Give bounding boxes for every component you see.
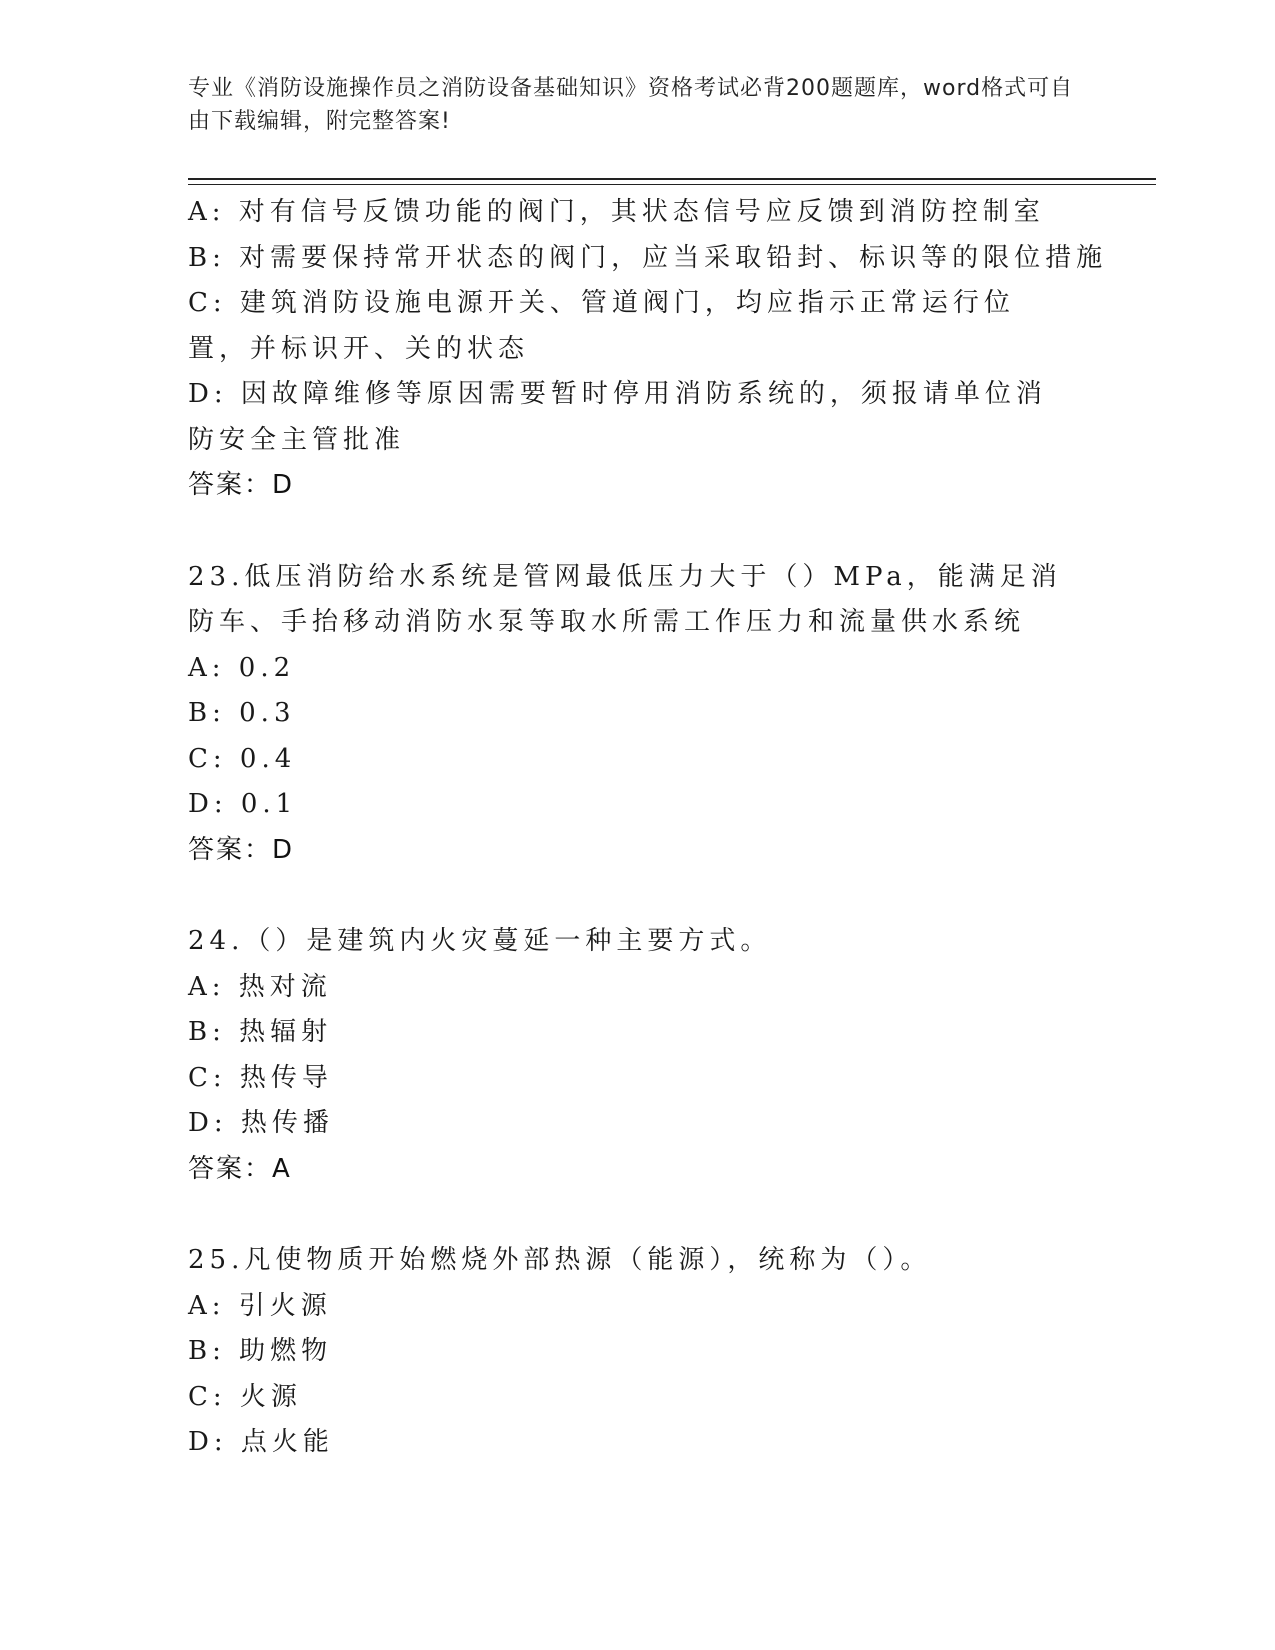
q25-option-c: C: 火源 [188, 1381, 302, 1412]
q23-option-d: D: 0.1 [188, 789, 298, 819]
spacer [188, 873, 1088, 919]
q24-option-d: D: 热传播 [188, 1108, 334, 1138]
q24-option-b: B: 热辐射 [188, 1017, 333, 1047]
q24-option-c: C: 热传导 [188, 1062, 333, 1093]
spacer [188, 1192, 1088, 1238]
q23-option-b: B: 0.3 [188, 698, 296, 728]
q25-option-d: D: 点火能 [188, 1427, 334, 1457]
q24-answer: 答案：A [188, 1153, 292, 1184]
q24-option-a: A: 热对流 [188, 971, 332, 1002]
q24-question: 24.（）是建筑内火灾蔓延一种主要方式。 [188, 926, 772, 956]
spacer [188, 509, 1088, 555]
header-rule-thick [188, 178, 1156, 180]
document-header: 专业《消防设施操作员之消防设备基础知识》资格考试必背200题题库，word格式可自由下载编辑，附完整答案! [188, 76, 1074, 134]
q22-answer: 答案：D [188, 470, 295, 500]
header-rule-thin [188, 184, 1156, 185]
question-content [188, 190, 1108, 1466]
q23-option-c: C: 0.4 [188, 743, 297, 774]
q23-option-a: A: 0.2 [188, 652, 296, 683]
q25-question: 25.凡使物质开始燃烧外部热源（能源），统称为（）。 [188, 1245, 932, 1275]
q25-option-b: B: 助燃物 [188, 1336, 333, 1366]
q25-option-a: A: 引火源 [188, 1290, 332, 1321]
q23-answer: 答案：D [188, 834, 295, 865]
q23-question: 23.低压消防给水系统是管网最低压力大于（）MPa，能满足消防车、手抬移动消防水泵等取水所需工作压力和流量供水系统 [188, 561, 1062, 637]
q22-option-c: C: 建筑消防设施电源开关、管道阀门，均应指示正常运行位置，并标识开、关的状态 [188, 288, 1015, 364]
q22-option-b: B: 对需要保持常开状态的阀门，应当采取铅封、标识等的限位措施 [188, 242, 1108, 273]
q22-option-d: D: 因故障维修等原因需要暂时停用消防系统的，须报请单位消防安全主管批准 [188, 379, 1047, 455]
q22-option-a: A: 对有信号反馈功能的阀门，其状态信号应反馈到消防控制室 [188, 197, 1045, 227]
